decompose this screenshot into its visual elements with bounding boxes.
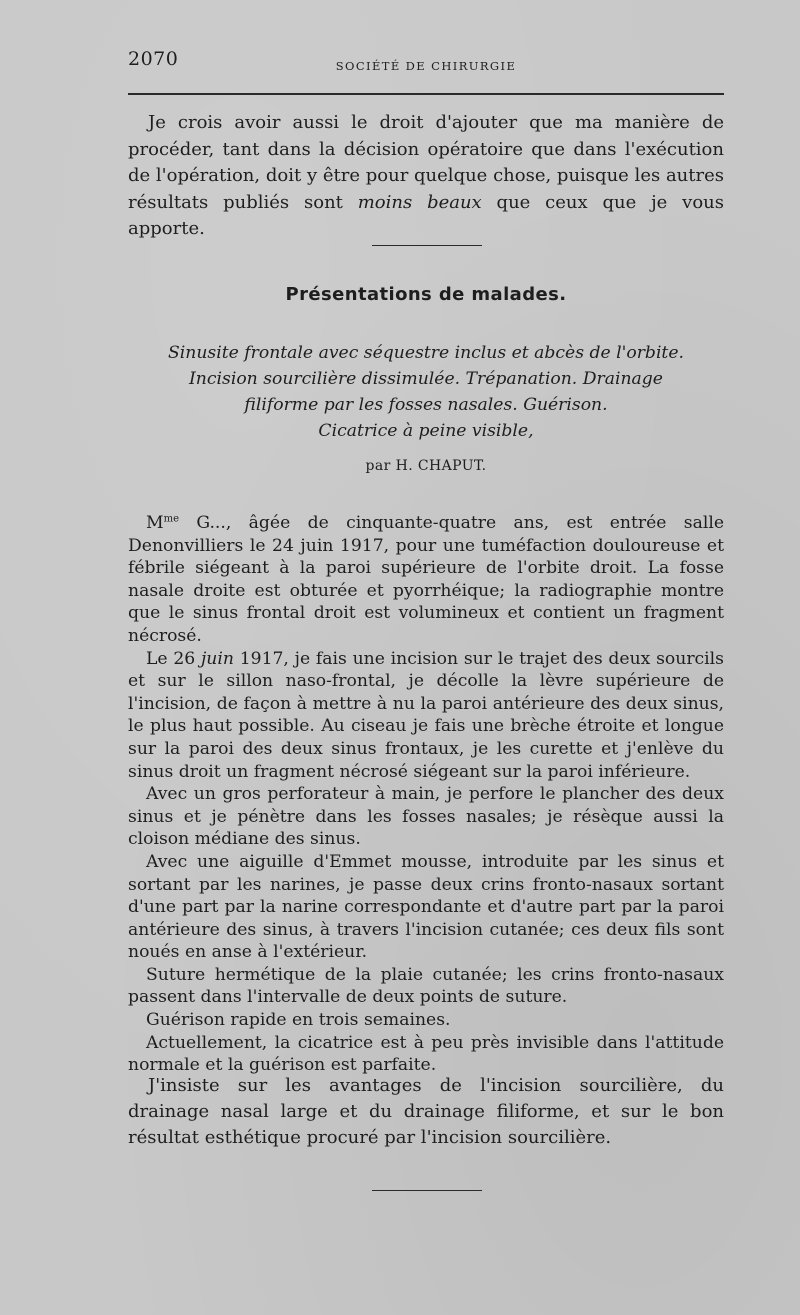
body-paragraph: Actuellement, la cicatrice est à peu près invisible dans l'attitude normale et la guérison est parfaite.: [128, 1032, 724, 1076]
body-paragraph: Avec une aiguille d'Emmet mousse, introduite par les sinus et sortant par les narines, je passe deux crins fronto-nasaux sortant d'une part par la narine correspondante et d'autre part par la paroi antérieure des sinus, à travers l'incision cutanée; ces deux fils sont noués en anse à l'extérieur.: [128, 851, 724, 963]
case-title-line: Incision sourcilière dissimulée. Trépanation. Drainage: [189, 369, 663, 389]
body-paragraph: Suture hermétique de la plaie cutanée; les crins fronto-nasaux passent dans l'intervalle de deux points de suture.: [128, 964, 724, 1008]
running-head: [128, 48, 724, 78]
body-paragraph: Avec un gros perforateur à main, je perfore le plancher des deux sinus et je pénètre dans les fosses nasales; je résèque aussi la cloison médiane des sinus.: [128, 784, 724, 850]
paragraph-italic: juin: [200, 648, 234, 669]
case-title-line: Cicatrice à peine visible,: [318, 421, 534, 441]
conclusion-paragraph: J'insiste sur les avantages de l'incision sourcilière, du drainage nasal large et du drainage filiforme, et sur le bon résultat esthétique procuré par l'incision sourcilière.: [128, 1075, 724, 1148]
body-paragraph: [128, 648, 724, 784]
body-paragraph: [128, 512, 724, 648]
end-divider: [372, 1190, 482, 1191]
case-title-line: filiforme par les fosses nasales. Guérison.: [244, 395, 608, 415]
intro-text-end: que ceux que je vous apporte.: [128, 191, 724, 239]
paragraph-text: Le 26: [146, 648, 201, 669]
title-abbrev: M: [146, 513, 164, 533]
header-rule: [128, 93, 724, 95]
section-title: Présentations de malades.: [285, 284, 567, 305]
intro-emphasis: moins beaux: [357, 191, 482, 213]
case-title: [128, 340, 724, 444]
title-abbrev-sup: me: [163, 513, 180, 525]
case-report: [128, 512, 724, 1077]
author-byline: par H. CHAPUT.: [365, 458, 487, 474]
body-paragraph: Guérison rapide en trois semaines.: [146, 1010, 451, 1031]
section-divider: [372, 245, 482, 246]
case-title-line: Sinusite frontale avec séquestre inclus et abcès de l'orbite.: [168, 343, 684, 363]
journal-title: SOCIÉTÉ DE CHIRURGIE: [335, 59, 517, 73]
paragraph-text: 1917, je fais une incision sur le trajet des deux sourcils et sur le sillon naso-frontal, je décolle la lèvre supérieure de l'incision, de façon à mettre à nu la paroi antérieure des deux sinus, le plus haut possible. Au ciseau je fais une brèche étroite et longue sur la paroi des deux sinus frontaux, je les curette et j'enlève du sinus droit un fragment nécrosé siégeant sur la paroi inférieure.: [128, 648, 724, 782]
intro-paragraph: [128, 110, 724, 243]
page-number: 2070: [128, 48, 179, 70]
intro-text: Je crois avoir aussi le droit d'ajouter que ma manière de procéder, tant dans la décision opératoire que dans l'exécution de l'opération, doit y être pour quelque chose, puisque les autres résultats publiés sont: [128, 112, 724, 213]
paragraph-text: G..., âgée de cinquante-quatre ans, est entrée salle Denonvilliers le 24 juin 1917, pour une tuméfaction douloureuse et fébrile siégeant à la paroi supérieure de l'orbite droit. La fosse nasale droite est obturée et pyorrhéique; la radiographie montre que le sinus frontal droit est volumineux et contient un fragment nécrosé.: [128, 513, 724, 646]
